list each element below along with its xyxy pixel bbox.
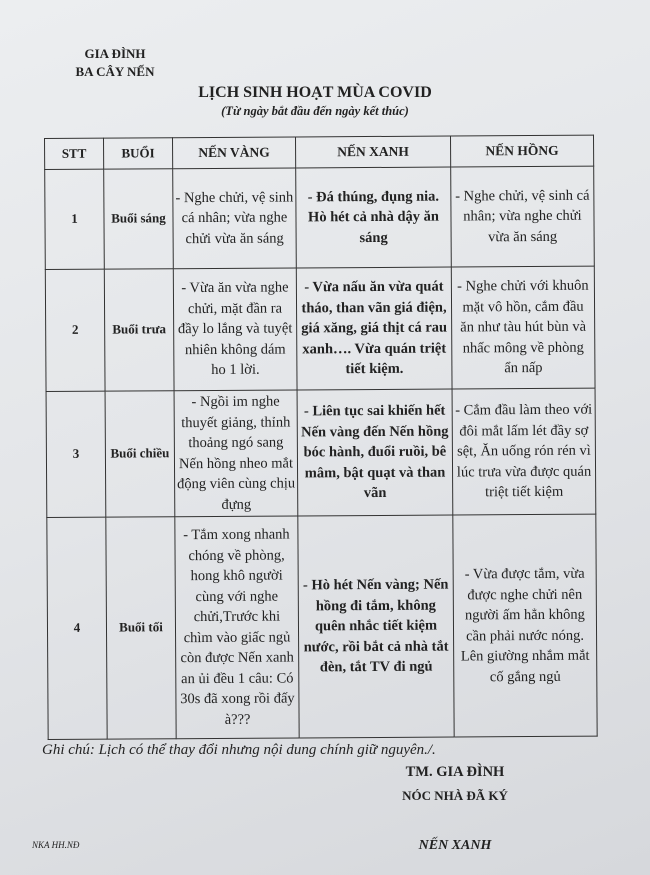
signature-title: TM. GIA ĐÌNH	[405, 764, 505, 780]
cell-blue: - Vừa nấu ăn vừa quát tháo, than vãn giá điện, giá xăng, giá thịt cá rau xanh…. Vừa quán triệt tiết kiệm.	[296, 267, 452, 390]
cell-yellow	[174, 390, 298, 517]
org-line-1: GIA ĐÌNH	[84, 46, 146, 61]
document-subtitle: (Từ ngày bắt đầu đến ngày kết thúc)	[221, 104, 409, 118]
cell-blue: - Liên tục sai khiến hết Nến vàng đến Nến hồng bóc hành, đuổi ruồi, bê mâm, bật quạt và than vãn	[297, 389, 453, 516]
table-row	[45, 166, 595, 269]
cell-pink: - Nghe chửi với khuôn mặt vô hồn, cắm đầu ăn như tàu hút bùn và nhấc mông về phòng ẩn nấp	[451, 266, 595, 389]
signer-name: NẾN XANH	[418, 838, 492, 853]
signature-subtitle: NÓC NHÀ ĐÃ KÝ	[402, 788, 508, 803]
table-header-row	[45, 135, 594, 169]
cell-blue: - Hò hét Nến vàng; Nến hồng đi tắm, không quên nhắc tiết kiệm nước, rồi bắt cả nhà tắt đèn, tắt TV đi ngủ	[298, 515, 454, 738]
table-row	[45, 266, 595, 391]
cell-stt: 1	[45, 169, 105, 269]
cell-yellow: - Vừa ăn vừa nghe chửi, mặt đần ra đầy lo lắng và tuyệt nhiên không dám ho 1 lời.	[173, 268, 297, 391]
footnote: Ghi chú: Lịch có thể thay đổi nhưng nội dung chính giữ nguyên./.	[42, 742, 436, 758]
column-header-blue: NẾN XANH	[295, 136, 450, 168]
organization	[60, 45, 170, 81]
column-header-session: BUỔI	[104, 138, 173, 169]
table-row	[46, 388, 596, 517]
table-row	[47, 514, 597, 739]
cell-yellow: - Nghe chửi, vệ sinh cá nhân; vừa nghe chửi vừa ăn sáng	[173, 168, 297, 269]
org-line-2: BA CÂY NẾN	[75, 64, 155, 79]
cell-stt: 3	[46, 391, 106, 517]
reference-code: NKA HH.NĐ	[32, 840, 80, 850]
cell-session: Buổi chiều	[105, 391, 175, 517]
cell-yellow: - Tắm xong nhanh chóng về phòng, hong khô người cùng với nghe chửi,Trước khi chìm vào giấc ngủ còn được Nến xanh an ủi đều 1 câu: Có 30s đã xong rồi đấy à???	[175, 516, 299, 739]
cell-session: Buổi tối	[106, 517, 176, 739]
cell-session: Buổi trưa	[104, 269, 174, 391]
cell-stt: 4	[47, 517, 107, 739]
column-header-stt: STT	[45, 138, 104, 169]
cell-pink: - Nghe chửi, vệ sinh cá nhân; vừa nghe chửi vừa ăn sáng	[451, 166, 595, 267]
document-title: LỊCH SINH HOẠT MÙA COVID	[198, 84, 432, 101]
schedule-table	[44, 135, 598, 740]
cell-pink: - Vừa được tắm, vừa được nghe chửi nên người ấm hẳn không cần phải nước nóng. Lên giường nhắm mắt cố gắng ngủ	[453, 514, 597, 737]
cell-blue: - Đá thúng, đụng nia. Hò hét cả nhà dậy ăn sáng	[296, 167, 452, 268]
cell-pink: - Cắm đầu làm theo với đôi mắt lấm lét đầy sợ sệt, Ăn uống rón rén vì lúc trưa vừa được quán triệt tiết kiệm	[452, 388, 596, 515]
cell-yellow-text: - Ngồi im nghe thuyết giảng, thỉnh thoảng ngó sang Nến hồng nheo mắt động viên cùng chịu đựng	[177, 393, 296, 513]
column-header-yellow: NẾN VÀNG	[173, 137, 296, 169]
cell-session: Buổi sáng	[104, 169, 174, 269]
column-header-pink: NẾN HỒNG	[450, 135, 593, 167]
cell-stt: 2	[45, 269, 105, 391]
